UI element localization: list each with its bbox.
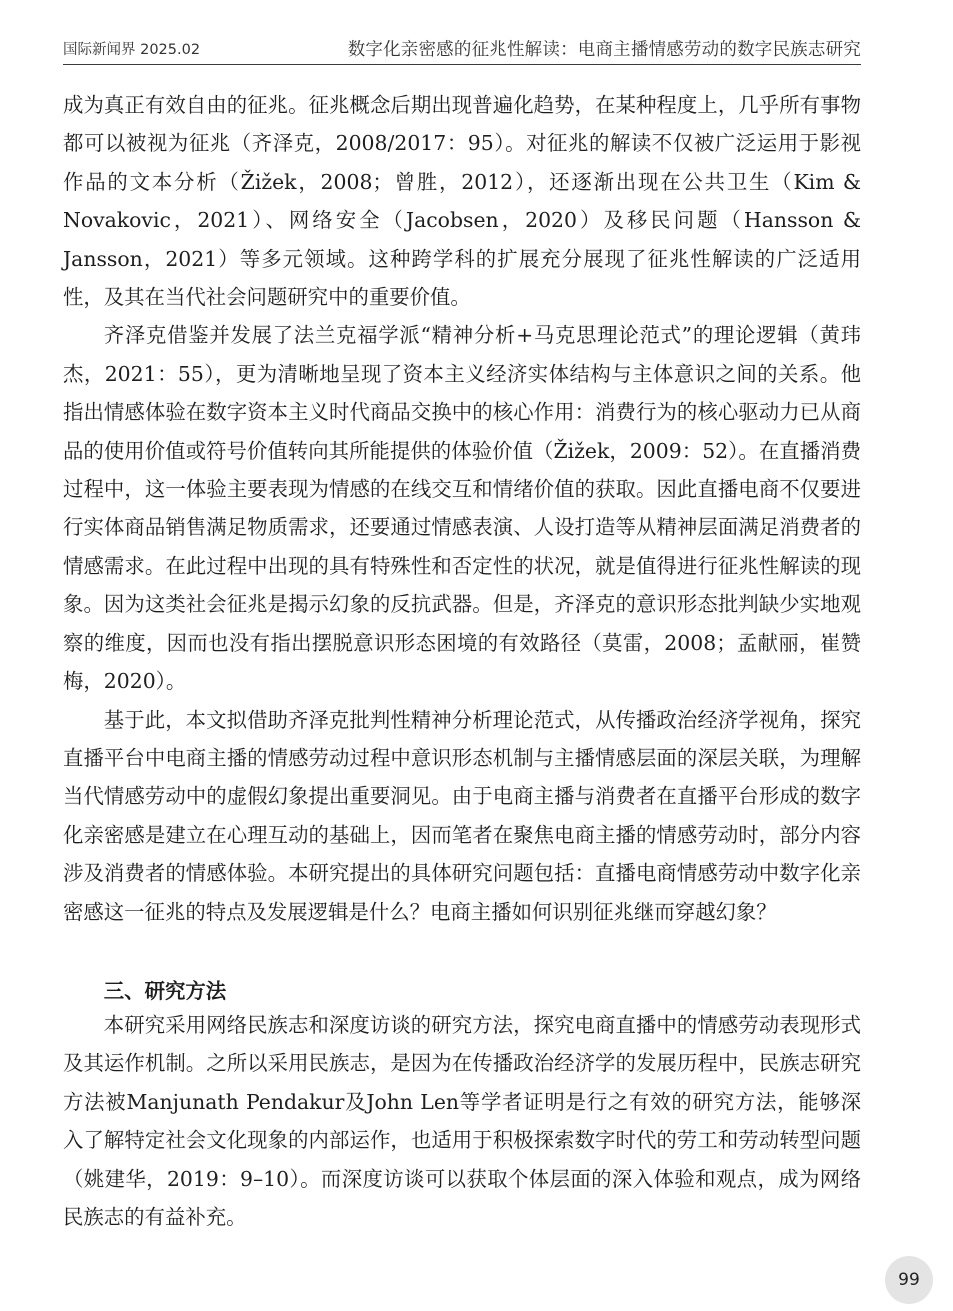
running-header [63, 38, 861, 65]
paragraph-2: 齐泽克借鉴并发展了法兰克福学派“精神分析+马克思理论范式”的理论逻辑（黄玮杰，2021：55），更为清晰地呈现了资本主义经济实体结构与主体意识之间的关系。他指出情感体验在数字资本主义时代商品交换中的核心作用：消费行为的核心驱动力已从商品的使用价值或符号价值转向其所能提供的体验价值（Žižek，2009：52）。在直播消费过程中，这一体验主要表现为情感的在线交互和情绪价值的获取。因此直播电商不仅要进行实体商品销售满足物质需求，还要通过情感表演、人设打造等从精神层面满足消费者的情感需求。在此过程中出现的具有特殊性和否定性的状况，就是值得进行征兆性解读的现象。因为这类社会征兆是揭示幻象的反抗武器。但是，齐泽克的意识形态批判缺少实地观察的维度，因而也没有指出摆脱意识形态困境的有效路径（莫雷，2008；孟献丽，崔赞梅，2020）。 [63, 323, 861, 694]
section-paragraph: 本研究采用网络民族志和深度访谈的研究方法，探究电商直播中的情感劳动表现形式及其运作机制。之所以采用民族志，是因为在传播政治经济学的发展历程中，民族志研究方法被Manjunath Pendakur及John Len等学者证明是行之有效的研究方法，能够深入了解特定社会文化现象的内部运作，也适用于积极探索数字时代的劳工和劳动转型问题（姚建华，2019：9–10）。而深度访谈可以获取个体层面的深入体验和观点，成为网络民族志的有益补充。 [63, 1012, 861, 1229]
page-number: 99 [885, 1256, 933, 1304]
paragraph-1: 成为真正有效自由的征兆。征兆概念后期出现普遍化趋势，在某种程度上，几乎所有事物都可以被视为征兆（齐泽克，2008/2017：95）。对征兆的解读不仅被广泛运用于影视作品的文本分析（Žižek，2008；曾胜，2012），还逐渐出现在公共卫生（Kim & Novakovic，2021）、网络安全（Jacobsen，2020）及移民问题（Hansson & Jansson，2021）等多元领域。这种跨学科的扩展充分展现了征兆性解读的广泛适用性，及其在当代社会问题研究中的重要价值。 [63, 93, 861, 310]
section-heading: 三、研究方法 [103, 978, 227, 1003]
journal-issue: 国际新闻界 2025.02 [63, 42, 201, 58]
running-title: 数字化亲密感的征兆性解读：电商主播情感劳动的数字民族志研究 [347, 40, 861, 60]
article-body [63, 86, 861, 1236]
paragraph-3: 基于此，本文拟借助齐泽克批判性精神分析理论范式，从传播政治经济学视角，探究直播平台中电商主播的情感劳动过程中意识形态机制与主播情感层面的深层关联，为理解当代情感劳动中的虚假幻象提出重要洞见。由于电商主播与消费者在直播平台形成的数字化亲密感是建立在心理互动的基础上，因而笔者在聚焦电商主播的情感劳动时，部分内容涉及消费者的情感体验。本研究提出的具体研究问题包括：直播电商情感劳动中数字化亲密感这一征兆的特点及发展逻辑是什么？电商主播如何识别征兆继而穿越幻象？ [63, 707, 861, 924]
